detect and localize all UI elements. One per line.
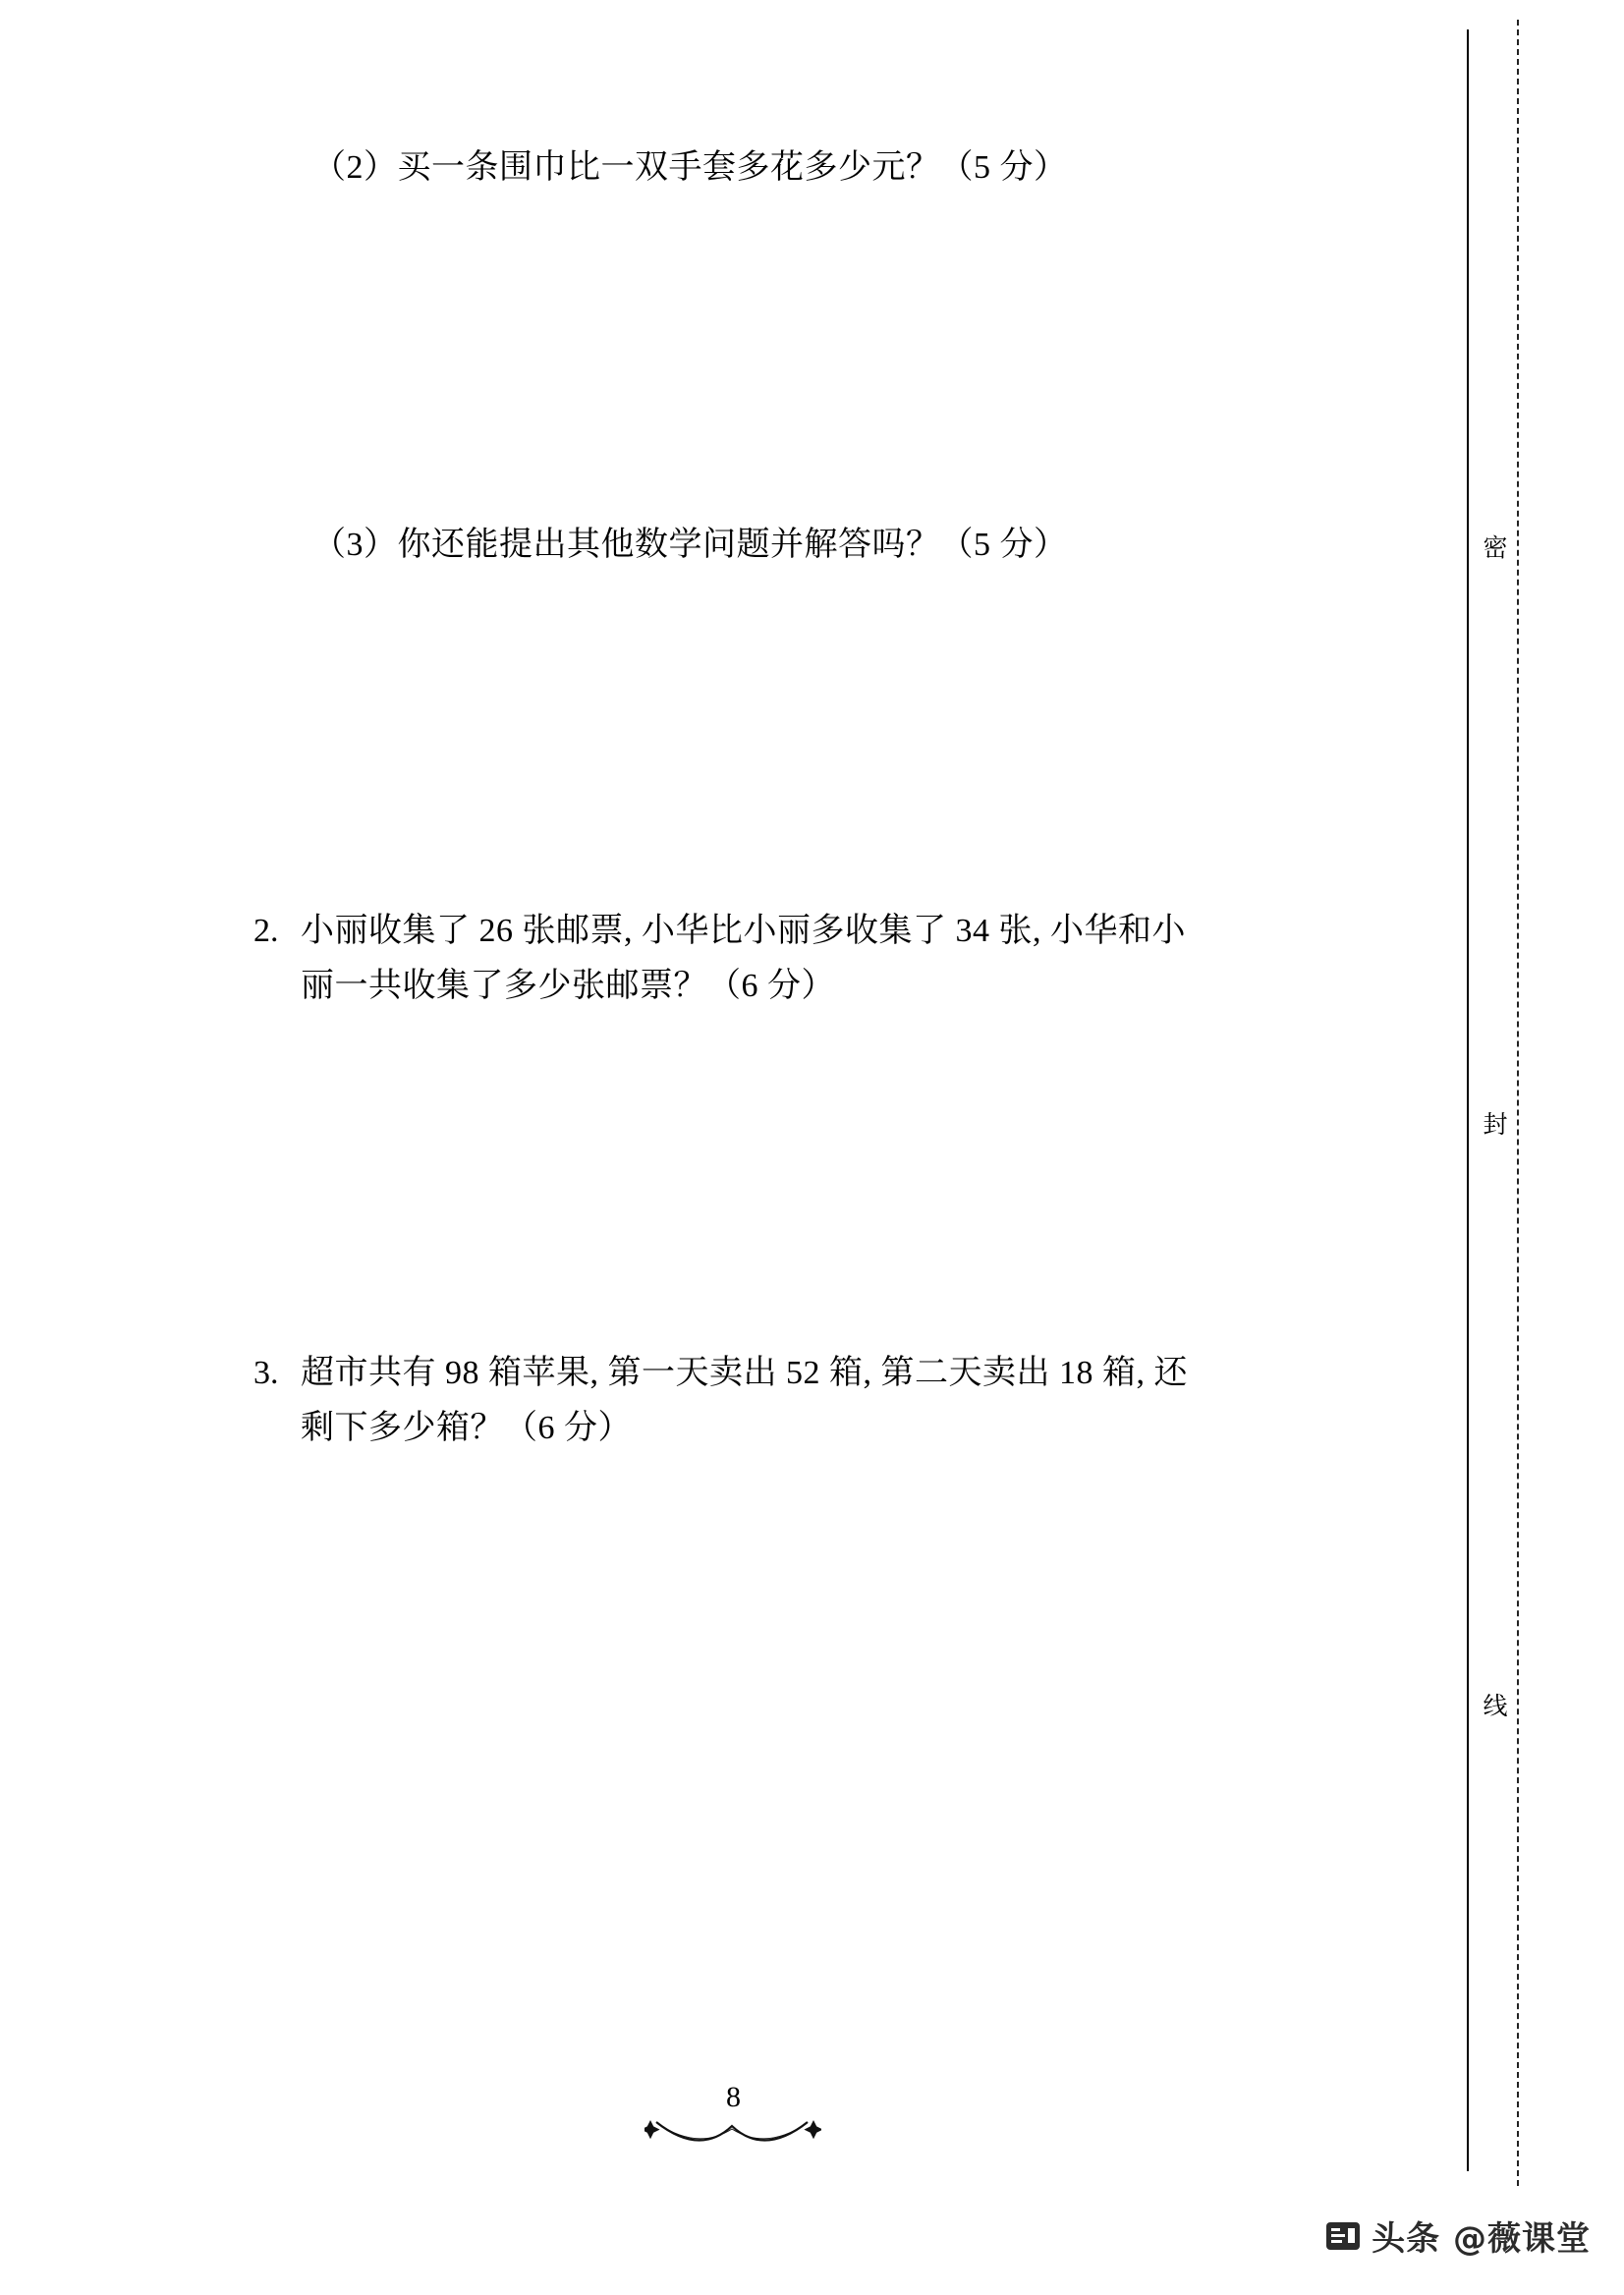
seal-char-mi: 密 [1483,533,1508,562]
footer-ornament [733,2122,734,2123]
question-2-line-1: 小丽收集了 26 张邮票, 小华比小丽多收集了 34 张, 小华和小 [301,913,1186,949]
question-2-text [301,904,1440,1014]
page-number: 8 [726,2081,741,2113]
seal-char-xian: 线 [1483,1692,1508,1720]
question-1-part-2: （2）买一条围巾比一双手套多花多少元？（5 分） [312,149,1068,186]
watermark-text: 头条 @薇课堂 [1372,2219,1591,2259]
question-3-line-2: 剩下多少箱？（6 分） [301,1410,632,1446]
question-2 [253,904,1440,1014]
seal-char-feng: 封 [1483,1110,1508,1139]
question-3-line-1: 超市共有 98 箱苹果, 第一天卖出 52 箱, 第二天卖出 18 箱, 还 [301,1355,1188,1391]
seal-solid-rule [1467,29,1469,2171]
question-2-number: 2. [253,913,279,949]
question-3-number: 3. [253,1355,279,1391]
watermark [1324,2211,1591,2260]
question-2-line-2: 丽一共收集了多少张邮票？（6 分） [301,968,835,1004]
seal-dashed-rule [1517,20,1519,2186]
footer-flourish-icon [644,2114,821,2148]
question-3-text [301,1346,1440,1456]
question-3 [253,1346,1440,1456]
toutiao-logo-icon [1324,2217,1362,2255]
question-1-part-3: （3）你还能提出其他数学问题并解答吗？（5 分） [312,527,1068,563]
